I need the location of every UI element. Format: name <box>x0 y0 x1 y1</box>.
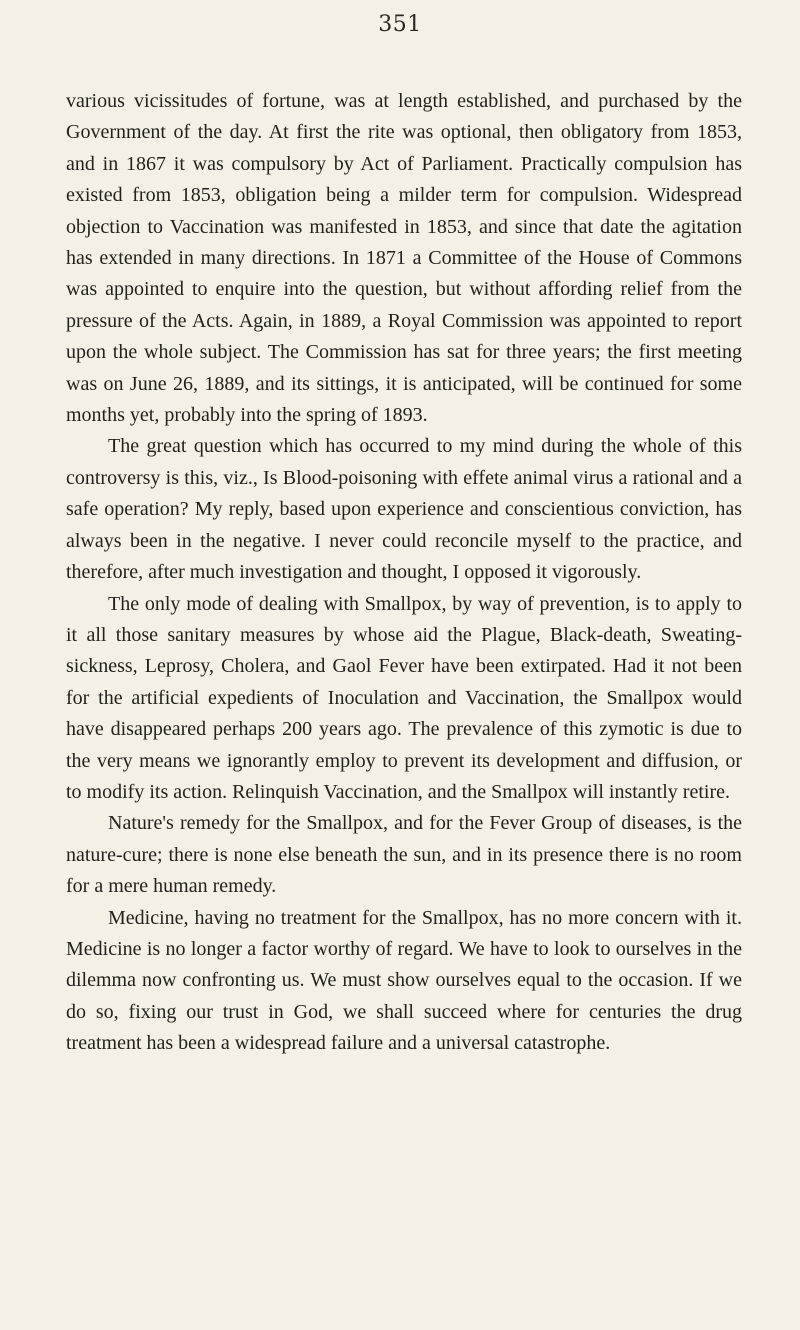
paragraph-nature-remedy: Nature's remedy for the Smallpox, and for the Fever Group of diseases, is the nature-cure; there is none else beneath the sun, and in its presence there is no room for a mere human remedy. <box>66 812 742 898</box>
body-text <box>66 86 742 1060</box>
page-number: 351 <box>378 12 422 37</box>
paragraph-prevention: The only mode of dealing with Smallpox, by way of prevention, is to apply to it all those sanitary measures by whose aid the Plague, Black-death, Sweating-sickness, Leprosy, Cholera, and Gaol Fever have been extirpated. Had it not been for the artificial expedients of Inoculation and Vaccination, the Smallpox would have disappeared perhaps 200 years ago. The prevalence of this zymotic is due to the very means we ignorantly employ to prevent its development and diffusion, or to modify its action. Relinquish Vaccination, and the Smallpox will instantly retire. <box>66 592 742 803</box>
paragraph-medicine: Medicine, having no treatment for the Smallpox, has no more concern with it. Medicine is no longer a factor worthy of regard. We have to look to ourselves in the dilemma now confronting us. We must show ourselves equal to the occasion. If we do so, fixing our trust in God, we shall succeed where for centuries the drug treatment has been a widespread failure and a universal catastrophe. <box>66 906 742 1055</box>
paragraph-vaccination-history: various vicissitudes of fortune, was at length established, and purchased by the Government of the day. At first the rite was optional, then obligatory from 1853, and in 1867 it was compulsory by Act of Parliament. Practically compulsion has existed from 1853, obligation being a milder term for compulsion. Widespread objection to Vaccination was manifested in 1853, and since that date the agitation has extended in many directions. In 1871 a Committee of the House of Commons was appointed to enquire into the question, but without affording relief from the pressure of the Acts. Again, in 1889, a Royal Commission was appointed to report upon the whole subject. The Commission has sat for three years; the first meeting was on June 26, 1889, and its sittings, it is anticipated, will be continued for some months yet, probably into the spring of 1893. <box>66 90 742 427</box>
paragraph-great-question: The great question which has occurred to my mind during the whole of this controversy is this, viz., Is Blood-poisoning with effete animal virus a rational and a safe operation? My reply, based upon experience and conscientious conviction, has always been in the negative. I never could reconcile myself to the practice, and therefore, after much investigation and thought, I opposed it vigorously. <box>66 435 742 584</box>
